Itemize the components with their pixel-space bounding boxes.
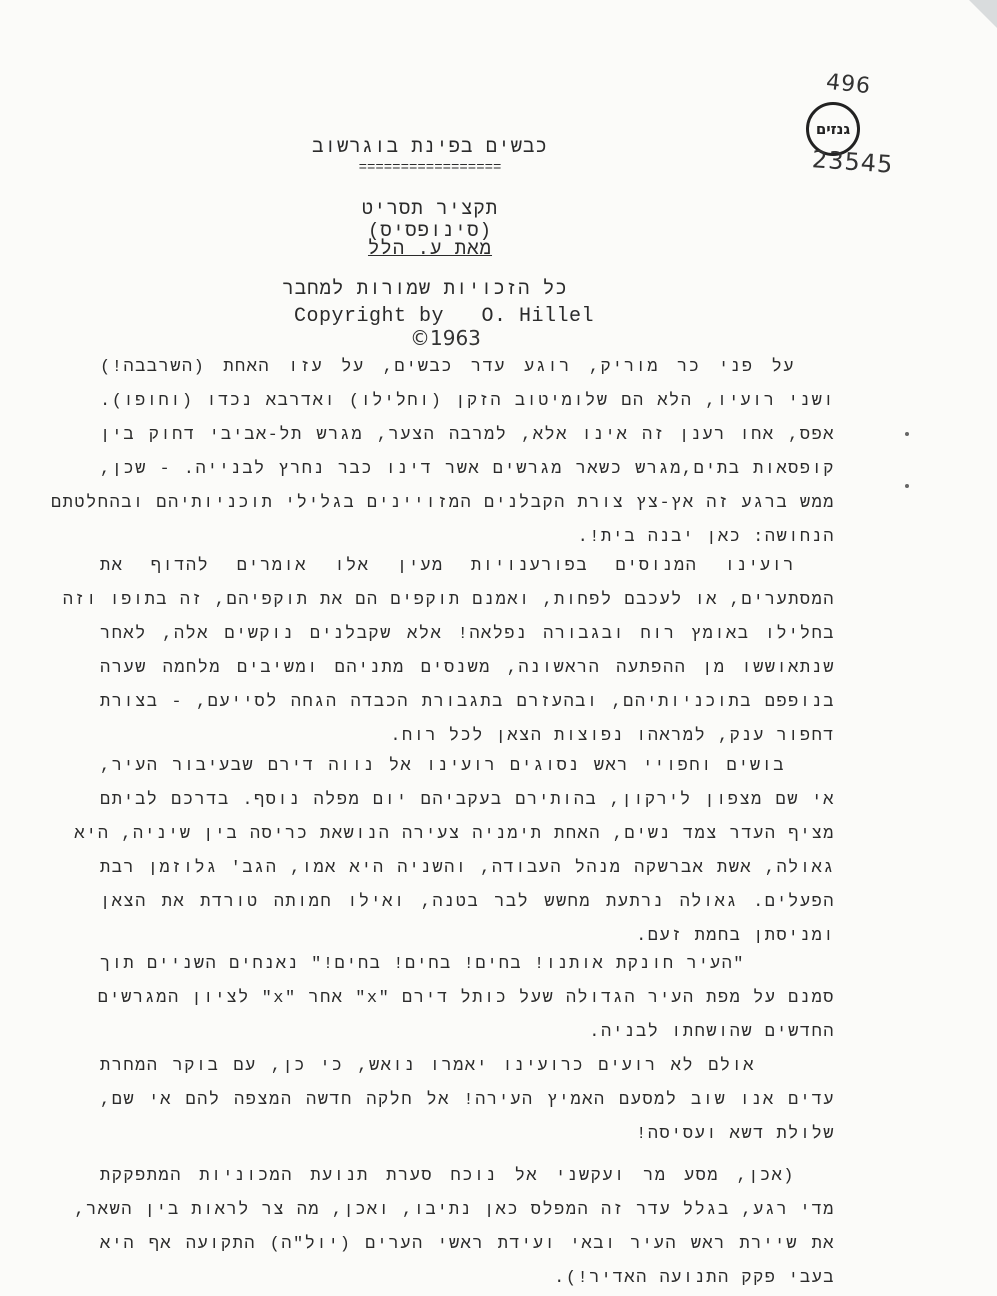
text-line: אולם לא רועים כרועינו יאמרו נואש, כי כן, עם בוקר המחרת — [100, 1057, 755, 1076]
text-line: בעבי פקק התנועה האדיר!). — [554, 1269, 835, 1288]
text-line: ממש ברגע זה אץ-צץ צורת הקבלנים המזויינים בגלילי תוכניותיהם ובהחלטתם — [50, 494, 835, 513]
text-line: ומניסתן בחמת זעם. — [636, 927, 835, 946]
text-line: רועינו המנוסים בפורענויות מעין אלו אומרים להדוף את — [100, 557, 795, 576]
paragraph — [50, 351, 835, 555]
author-line — [300, 238, 560, 260]
folded-corner — [969, 0, 997, 28]
document-subtitle: תקציר תסריט (סינופסיס) — [361, 198, 499, 242]
text-line: אפס, אחו רענן זה אינו אלא, למרבה הצער, מגרש תל-אביבי דחוק בין — [100, 426, 835, 445]
text-line: על פני כר מוריק, רוגע עדר כבשים, על עזו האחת (השרבבה!) — [100, 358, 795, 377]
text-line: סמנם על מפת העיר הגדולה שעל כותל דירם "x" אחר "x" לציון המגרשים — [97, 989, 835, 1008]
paragraph — [100, 1050, 835, 1152]
paragraph — [62, 550, 835, 754]
text-line: את שיירת ראש העיר ובאי ועידת ראשי הערים (יול"ה) התקועה אף היא — [100, 1235, 835, 1254]
archive-number-top: 496 — [824, 69, 873, 100]
paragraph — [97, 948, 835, 1050]
document-title: כבשים בפינת בוגרשוב — [312, 136, 548, 158]
text-line: מדי רגע, בגלל עדר זה המפלס כאן נתיבו, ואכן, מה צר לראות בין השאר, — [74, 1201, 835, 1220]
text-line: מציף העדר צמד נשים, האחת תימניה צעירה הנושאת כריסה בין שיניה, היא — [74, 825, 835, 844]
text-line: גאולה, אשת אברשקה מנהל העבודה, והשניה היא אמו, הגב' גלוזמן רבת — [100, 859, 835, 878]
author-text: מאת ע. הלל — [367, 238, 493, 260]
genazim-stamp: גנזים — [806, 102, 860, 156]
copyright-line: Copyright by O. Hillel — [294, 305, 595, 328]
copyright-year: ©1963 — [410, 326, 481, 350]
paragraph — [74, 1160, 835, 1296]
text-line: הנחושה: כאן יבנה בית!. — [577, 528, 835, 547]
text-line: החדשים שהושחתו לבניה. — [589, 1023, 835, 1042]
text-line: בנופפם בתוכניותיהם, ובהעזרם בתגבורת הכבדה הגחה לסייעם, - בצורת — [100, 693, 835, 712]
text-line: אי שם מצפון לירקון, בהותירם בעקביהם יום מפלה נוסף. בדרכם לביתם — [100, 791, 835, 810]
text-line: שלולת דשא ועסיסה! — [636, 1125, 835, 1144]
text-line: בחלילו באומץ רוח ובגבורה נפלאה! אלא שקבלנים נוקשים אלה, לאחר — [100, 625, 835, 644]
text-line: שנתאוששו מן ההפתעה הראשונה, משנסים מתניהם ומשיבים מלחמה שערה — [100, 659, 835, 678]
speck-mark — [905, 484, 909, 488]
text-line: המסתערים, או לעכבם לפחות, ואמנם תוקפים הם את תוקפיהם, זה בתופו וזה — [62, 591, 835, 610]
paragraph — [74, 750, 835, 954]
speck-mark — [905, 432, 909, 436]
text-line: דחפור ענק, למראהו נפוצות הצאן לכל רוח. — [390, 727, 835, 746]
text-line: (אכן, מסע מר ועקשני אל נוכח סערת תנועת המכוניות המתפקקת — [100, 1167, 795, 1186]
text-line: בושים וחפויי ראש נסוגים רועינו אל נווה דירם שבעיבור העיר, — [100, 757, 785, 776]
rights-line: כל הזכויות שמורות למחבר — [282, 278, 568, 300]
text-line: "העיר חונקת אותנו! בחים! בחים! בחים!" נאנחים השניים תוך — [100, 955, 745, 974]
text-line: ושני רועיו, הלא הם שלומיטוב הזקן (וחלילו) ואדרבא נכדו (וחופו). — [100, 392, 835, 411]
text-line: קופסאות בתים,מגרש כשאר מגרשים אשר דינו כבר נחרץ לבנייה. - שכן, — [100, 460, 835, 479]
title-underline-rule: ================= — [358, 160, 502, 176]
text-line: עדים אנו שוב למסעם האמיץ העירה! אל חלקה חדשה המצפה להם אי שם, — [100, 1091, 835, 1110]
text-line: הפעלים. גאולה נרתעת מחשש לבר בטנה, ואילו חמותה טורדת את הצאן — [100, 893, 835, 912]
archive-number-bottom: 23545 — [811, 145, 895, 179]
